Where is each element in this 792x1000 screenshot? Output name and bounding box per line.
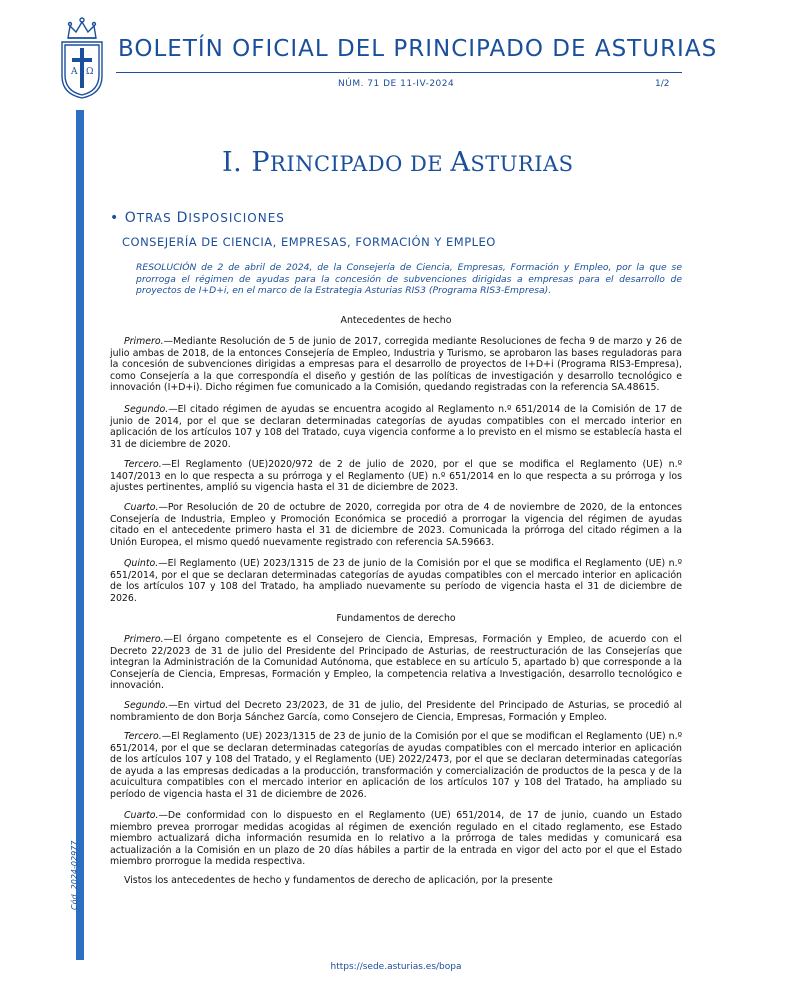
antecedente-paragraph (110, 502, 682, 548)
paragraph-lead: Primero. (124, 634, 164, 645)
section-roman: I. (222, 147, 243, 178)
paragraph-text: —El citado régimen de ayudas se encuentra acogido al Reglamento n.º 651/2014 de la Comisión de 17 de junio de 2014, por el que se declaran determinadas categorías de ayudas compatibles con el mercado interior en aplicación de los artículos 107 y 108 del Tratado, cuya vigencia conforme a lo previsto en el mismo se establecía hasta el 31 de diciembre de 2020. (110, 404, 682, 450)
left-margin-bar (76, 110, 84, 960)
closing-paragraph: Vistos los antecedentes de hecho y fundamentos de derecho de aplicación, por la presente (124, 875, 553, 886)
heading-antecedentes: Antecedentes de hecho (340, 315, 452, 326)
paragraph-lead: Quinto. (124, 558, 159, 569)
paragraph-lead: Segundo. (124, 700, 169, 711)
paragraph-text: —Por Resolución de 20 de octubre de 2020, corregida por otra de 4 de noviembre de 2020, de la entonces Consejería de Industria, Empleo y Promoción Económica se procedió a prorrogar la vigencia del régimen de ayudas citado en el antecedente primero hasta el 31 de diciembre de 2023. Comunicada la prórroga del citado régimen a la Unión Europea, el mismo quedó nuevamente registrado con referencia SA.59663. (110, 502, 682, 548)
section-title (222, 147, 574, 178)
footer-link[interactable]: https://sede.asturias.es/bopa (330, 962, 462, 972)
paragraph-lead: Cuarto. (124, 502, 159, 513)
section-rest-1: RINCIPADO DE (270, 152, 451, 176)
antecedente-paragraph (110, 336, 682, 394)
paragraph-text: —El Reglamento (UE)2020/972 de 2 de julio de 2020, por el que se modifica el Reglamento (UE) n.º 1407/2013 en lo que respecta a su prórroga y el Reglamento (UE) n.º 651/2014 en lo que respecta a su prórroga y los ajustes pertinentes, amplió su vigencia hasta el 31 de diciembre de 2023. (110, 459, 682, 494)
subsection-initial-o: O (124, 210, 137, 226)
asturias-coat-of-arms-logo (58, 14, 106, 100)
subsection-title (110, 210, 285, 226)
paragraph-text: —El órgano competente es el Consejero de Ciencia, Empresas, Formación y Empleo, de acuerdo con el Decreto 22/2023 de 31 de julio del Presidente del Principado de Asturias, de reestructuración de las Consejerías que integran la Administración de la Comunidad Autónoma, que establece en su artículo 5, apartado b) que corresponde a la Consejería de Ciencia, Empresas, Formación y Empleo, la competencia relativa a Investigación, desarrollo tecnológico e innovación. (110, 634, 682, 692)
paragraph-text: —En virtud del Decreto 23/2023, de 31 de julio, del Presidente del Principado de Asturias, se procedió al nombramiento de don Borja Sánchez García, como Consejero de Ciencia, Empresas, Formación y Empleo. (110, 700, 682, 723)
paragraph-text: —De conformidad con lo dispuesto en el Reglamento (UE) 651/2014, de 17 de junio, cuando un Estado miembro prevea prorrogar medidas acogidas al régimen de exención regulado en el citado reglamento, ese Estado miembro actualizará dicha información resumida en lo relativo a la prórroga de tales medidas y comunicará esa actualización a la Comisión en un plazo de 20 días hábiles a partir de la entrada en vigor del acto por el que el Estado miembro prorrogue la medida respectiva. (110, 810, 682, 868)
section-initial-a: A (450, 147, 471, 178)
section-initial-p: P (251, 147, 271, 178)
header-divider (116, 72, 682, 73)
heading-fundamentos: Fundamentos de derecho (336, 613, 456, 624)
document-code: Cód. 2024-02977 (70, 840, 79, 910)
bulletin-title: BOLETÍN OFICIAL DEL PRINCIPADO DE ASTURIAS (118, 36, 718, 62)
paragraph-lead: Cuarto. (124, 810, 159, 821)
section-rest-2: STURIAS (470, 152, 574, 176)
issue-number: NÚM. 71 DE 11-IV-2024 (338, 79, 455, 89)
department-name: CONSEJERÍA DE CIENCIA, EMPRESAS, FORMACIÓN Y EMPLEO (122, 235, 496, 249)
antecedente-paragraph (110, 459, 682, 494)
fundamento-paragraph (110, 700, 682, 723)
subsection-initial-d: D (176, 210, 189, 226)
subsection-rest-2: ISPOSICIONES (188, 211, 285, 225)
subsection-rest-1: TRAS (136, 211, 177, 225)
fundamento-paragraph (110, 731, 682, 801)
paragraph-text: —El Reglamento (UE) 2023/1315 de 23 de junio de la Comisión por el que se modifica el Reglamento (UE) n.º 651/2014, por el que se declaran determinadas categorías de ayudas compatibles con el mercado interior en aplicación de los artículos 107 y 108 del Tratado, ha ampliado nuevamente su período de vigencia hasta el 31 de diciembre de 2026. (110, 558, 682, 604)
paragraph-lead: Tercero. (124, 459, 162, 470)
fundamento-paragraph (110, 634, 682, 692)
paragraph-lead: Segundo. (124, 404, 169, 415)
antecedente-paragraph (110, 558, 682, 604)
page-number: 1/2 (655, 79, 670, 89)
antecedente-paragraph (110, 404, 682, 450)
paragraph-lead: Tercero. (124, 731, 162, 742)
bullet: • (110, 210, 120, 226)
svg-text:A: A (71, 67, 78, 77)
paragraph-text: —El Reglamento (UE) 2023/1315 de 23 de junio de la Comisión por el que se modifican el Reglamento (UE) n.º 651/2014, por el que se declaran determinadas categorías de ayudas compatibles con el mercado interior en aplicación de los artículos 107 y 108 del Tratado, y el Reglamento (UE) 2022/2473, por el que se declaran determinadas categorías de ayuda a las empresas dedicadas a la producción, transformación y comercialización de productos de la pesca y de la acuicultura compatibles con el mercado interior en aplicación de los artículos 107 y 108 del Tratado, ha ampliado su período de vigencia hasta el 31 de diciembre de 2026. (110, 731, 682, 800)
resolution-summary: RESOLUCIÓN de 2 de abril de 2024, de la Consejería de Ciencia, Empresas, Formación y Empleo, por la que se prorroga el régimen de ayudas para la concesión de subvenciones dirigidas a empresas para el desarrollo de proyectos de I+D+i, en el marco de la Estrategia Asturias RIS3 (Programa RIS3-Empresa). (136, 262, 682, 297)
paragraph-lead: Primero. (124, 336, 164, 347)
paragraph-text: —Mediante Resolución de 5 de junio de 2017, corregida mediante Resoluciones de fecha 9 de marzo y 26 de julio ambas de 2018, de la entonces Consejería de Empleo, Industria y Turismo, se aprobaron las bases reguladoras para la concesión de subvenciones dirigidas a empresas para el desarrollo de proyectos de I+D+i (Programa RIS3-Empresa), como Consejería a la que correspondía el diseño y gestión de las políticas de investigación y desarrollo tecnológico e innovación (I+D+i). Dicho régimen fue comunicado a la Comisión, quedando registradas con la referencia SA.48615. (110, 336, 682, 394)
svg-text:Ω: Ω (86, 67, 94, 77)
fundamento-paragraph (110, 810, 682, 868)
